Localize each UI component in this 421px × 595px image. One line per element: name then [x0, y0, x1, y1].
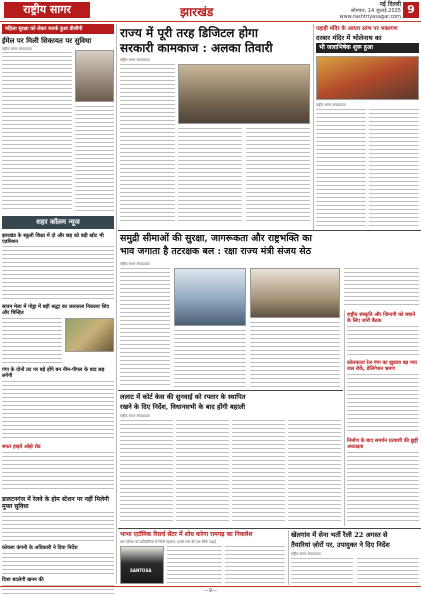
article-text: [120, 64, 175, 224]
article-text: [174, 330, 246, 388]
article-text: [347, 374, 419, 434]
article-text: [2, 553, 114, 575]
left-top-byline: राष्ट्रीय सागर संवाददाता: [2, 47, 32, 51]
article-text: [167, 546, 222, 584]
section-heading-box: शहर कॉलम न्यूज: [2, 216, 114, 229]
article-text: [347, 326, 419, 356]
brief-headline: कोलकाता रेल गंगा का झुकाव बड़ गया जल रोकें, डेलिगेशन भ्रमण: [347, 360, 417, 372]
middle-headline-line1: ललाट में कोर्ट केस की सुनवाई को रफ्तार के स्थापित: [120, 393, 246, 401]
bottom-right-headline-line1: खेलगांव में सेना भर्ती रैली 22 अगस्त से: [291, 531, 388, 539]
lead-headline-line2: सरकारी कामकाज : अलका तिवारी: [120, 41, 273, 55]
page-footer: —9—: [0, 586, 421, 595]
article-text: [2, 246, 114, 300]
story-rule: [118, 390, 343, 391]
lead-byline: राष्ट्रीय सागर संवाददाता: [120, 58, 150, 62]
left-bottom-headline: कोयला कंपनी के अधिकारी ने दिया निर्देश: [2, 545, 78, 551]
banner-byline: राष्ट्रीय सागर संवाददाता: [120, 262, 150, 266]
middle-headline-line2: रखने के दिए निर्देश, विधानसभी के बाद होंगी बहाली: [120, 403, 246, 411]
middle-byline: राष्ट्रीय सागर संवाददाता: [120, 414, 150, 418]
right-byline: राष्ट्रीय सागर संवाददाता: [316, 103, 346, 107]
shirt-text: SANTOSA: [130, 568, 152, 573]
article-text: [288, 420, 341, 524]
left-bottom-headline: डालटनगंज में रेलवे के होम स्टेशन पर नहीं मिलेगी मुफ्त सुविधा: [2, 496, 109, 510]
article-text: [176, 420, 229, 524]
officer-photo: [75, 50, 114, 102]
article-text: [291, 558, 353, 584]
article-text: [178, 128, 242, 224]
bottom-right-byline: राष्ट्रीय सागर संवाददाता: [291, 552, 321, 556]
left-column: [2, 24, 114, 584]
article-text: [347, 452, 419, 524]
page-number: 9: [403, 2, 419, 18]
banner-headline-line2: भाव जगाता है तटरक्षक बल : रक्षा राज्य मंत्री संजय सेठ: [120, 246, 312, 257]
article-text: [75, 106, 114, 212]
brief-headline: गंगा के दोनों तट पर बड़े होंगे बन नीम-पीपल के बाद छह लगेगी: [2, 367, 105, 379]
column-divider: [116, 24, 117, 584]
bottom-left-headline: भाभा एटॉमिक रिसर्च सेंटर में शोध करेगा रामगढ़ का निकलेश: [120, 531, 253, 538]
article-text: [344, 268, 419, 308]
article-text: [120, 268, 170, 388]
article-text: [2, 452, 114, 492]
newspaper-logo: राष्ट्रीय सागर: [4, 2, 90, 18]
article-text: [2, 512, 114, 542]
lead-headline-line1: राज्य में पूरी तरह डिजिटल होगा: [120, 26, 258, 40]
site-label: www.rashtriyasagar.com: [339, 14, 401, 20]
group-photo: [250, 268, 340, 318]
student-photo: [120, 546, 164, 584]
story-rule: [118, 528, 421, 529]
right-headline-line3: भी जलाभिषेक शुरू हुआ: [316, 43, 419, 53]
banner-headline-line1: समुद्री सीमाओं की सुरक्षा, जागरूकता और राष्ट्रभक्ति का: [120, 233, 312, 244]
left-top-subheadline: ईमेल पर मिली शिकायत पर सुविधा: [2, 36, 92, 45]
right-headline-line1: पहाड़ी मंदिर के आधार स्तंभ पर भक्तगण: [316, 26, 398, 32]
column-divider: [313, 24, 314, 230]
masthead: [0, 0, 421, 22]
article-text: [2, 52, 72, 212]
banner-rule: [118, 230, 421, 231]
ceremony-photo: [174, 268, 246, 326]
brief-headline: सफर हाइवे ओझे रोड: [2, 444, 41, 450]
article-text: [2, 318, 62, 363]
article-text: [120, 420, 173, 524]
dateline: [340, 2, 402, 20]
article-text: [250, 322, 340, 388]
temple-photo: [316, 56, 419, 100]
brief-headline: झारखंड के स्कूली शिक्षा में दो और छह को बड़ी खोट भी एडमिशन: [2, 233, 104, 245]
column-divider: [288, 530, 289, 585]
column-divider: [344, 310, 345, 526]
section-title: झारखंड: [180, 5, 214, 19]
brief-headline: सावन मेला में गोड्डा में बही श्रद्धा का जलजला निकाला शिव और चिन्हित: [2, 304, 110, 316]
brief-headline: राष्ट्रीय संस्कृति और जिन्दगी को बचाने के लिए जारी बैठक: [347, 312, 416, 324]
city-label: नई दिल्ली: [379, 1, 401, 8]
article-text: [369, 109, 419, 227]
article-text: [225, 546, 285, 584]
left-top-headline: महिला सुरक्षा को लेकर सतर्क हुआ डीसीपी: [2, 24, 114, 34]
article-text: [357, 558, 419, 584]
meeting-photo: [178, 64, 310, 124]
right-headline-line2: दरबार मंदिर में भोलेनाथ का: [316, 34, 382, 42]
article-text: [316, 109, 366, 227]
left-bottom-headline: दिशा बदलेगी खनन की: [2, 577, 44, 583]
article-text: [232, 420, 285, 524]
article-text: [246, 128, 310, 224]
article-text: [2, 381, 114, 441]
bottom-left-subheadline: उस प्रतिभा को प्रतियोगिता में मिली पहचान, इसरो स्तर की एक सिर्फ पढ़ाई: [120, 540, 216, 544]
brief-headline: निर्माण के बाद समर्थन प्रत्याशी की छुट्टी अध्यक्षता: [347, 438, 418, 450]
bottom-right-headline-line2: तैयारियां ज़ोरों पर, उपायुक्त ने दिए निर्देश: [291, 541, 390, 549]
date-label: सोमवार, 14 जुलाई 2025: [350, 8, 401, 14]
fair-photo: [65, 318, 114, 352]
